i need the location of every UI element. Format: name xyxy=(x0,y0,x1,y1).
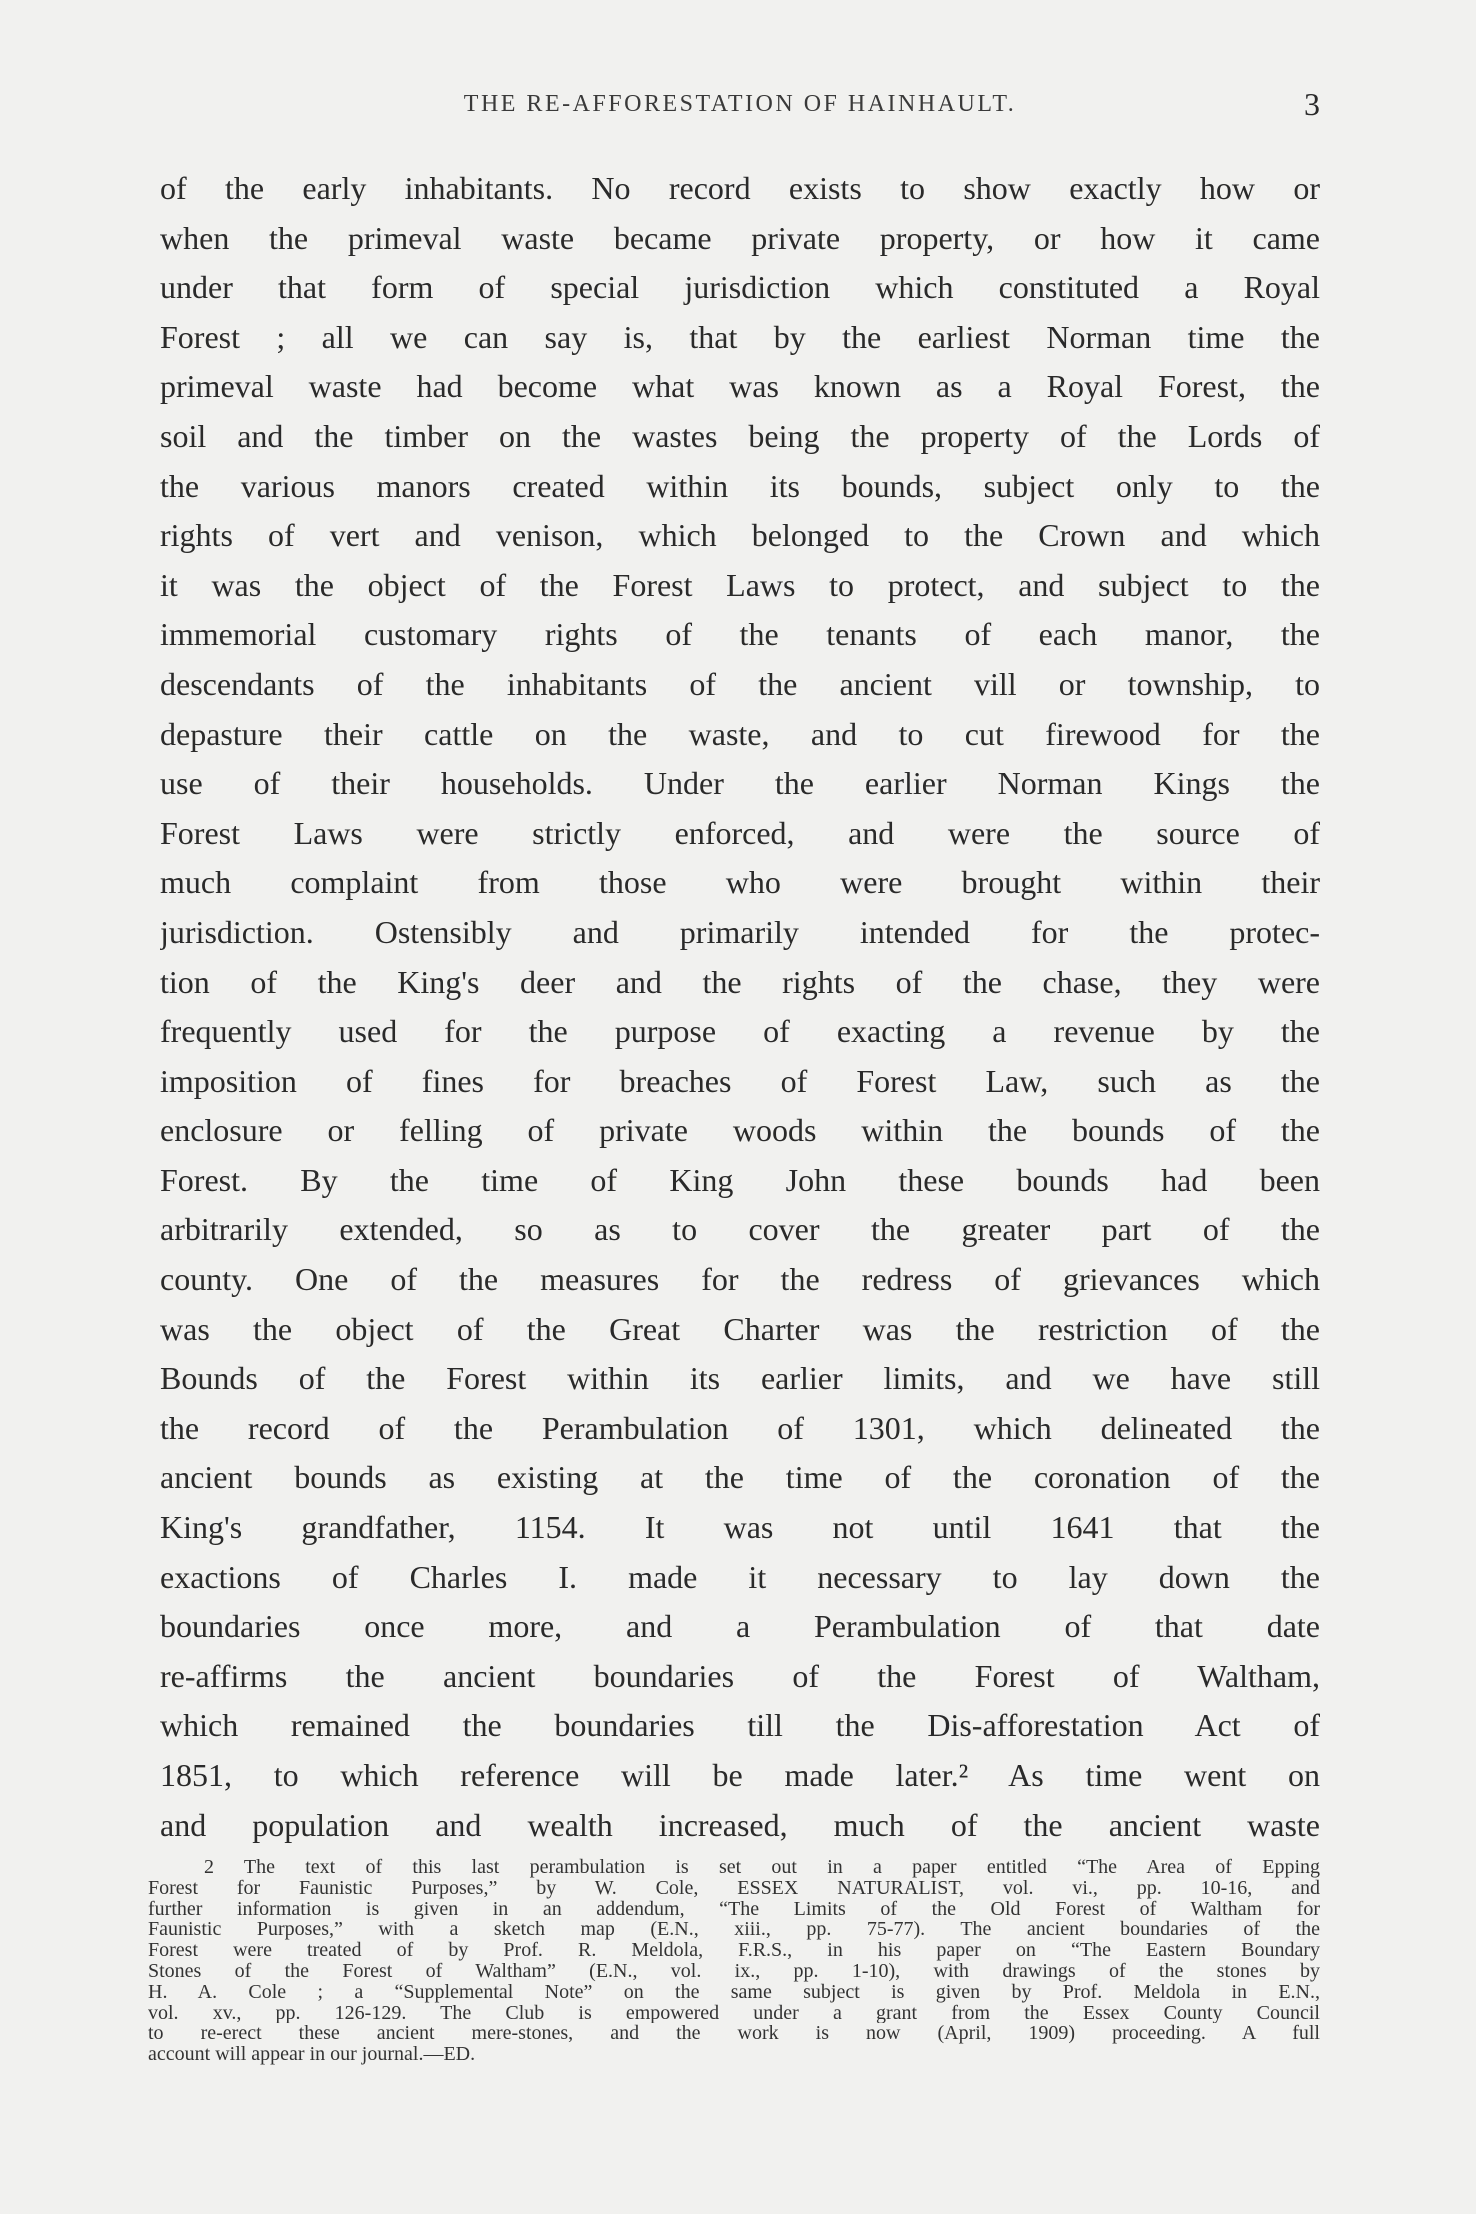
footnote-line: vol. xv., pp. 126-129. The Club is empowered under a grant from the Essex County Council xyxy=(148,2002,1320,2024)
running-title: THE RE-AFFORESTATION OF HAINHAULT. xyxy=(463,91,1017,117)
body-line: ancient bounds as existing at the time of the coronation of the xyxy=(160,1459,1320,1496)
body-line: under that form of special jurisdiction which constituted a Royal xyxy=(160,269,1320,306)
body-line: Forest. By the time of King John these bounds had been xyxy=(160,1161,1320,1198)
body-line: which remained the boundaries till the Dis-afforestation Act of xyxy=(160,1707,1320,1744)
footnote-line: Forest for Faunistic Purposes,” by W. Cole, ESSEX NATURALIST, vol. vi., pp. 10-16, and xyxy=(148,1877,1320,1899)
body-line: depasture their cattle on the waste, and to cut firewood for the xyxy=(160,715,1320,752)
footnote xyxy=(148,1857,1320,2065)
body-line: tion of the King's deer and the rights of the chase, they were xyxy=(160,963,1320,1000)
body-line: arbitrarily extended, so as to cover the greater part of the xyxy=(160,1211,1320,1248)
body-line: primeval waste had become what was known as a Royal Forest, the xyxy=(160,368,1320,405)
body-line: exactions of Charles I. made it necessary to lay down the xyxy=(160,1558,1320,1595)
body-line: 1851, to which reference will be made later.² As time went on xyxy=(160,1757,1320,1793)
body-line: King's grandfather, 1154. It was not until 1641 that the xyxy=(160,1509,1320,1546)
body-line: the record of the Perambulation of 1301, which delineated the xyxy=(160,1409,1320,1446)
body-line: enclosure or felling of private woods within the bounds of the xyxy=(160,1112,1320,1149)
footnote-line: Forest were treated of by Prof. R. Meldola, F.R.S., in his paper on “The Eastern Boundary xyxy=(148,1940,1320,1961)
body-line: much complaint from those who were brought within their xyxy=(160,864,1320,901)
body-line: the various manors created within its bounds, subject only to the xyxy=(160,467,1320,504)
body-line: descendants of the inhabitants of the ancient vill or township, to xyxy=(160,665,1320,702)
body-line: rights of vert and venison, which belonged to the Crown and which xyxy=(160,517,1320,554)
body-line: jurisdiction. Ostensibly and primarily intended for the protec- xyxy=(160,913,1320,950)
body-line: soil and the timber on the wastes being the property of the Lords of xyxy=(160,417,1320,454)
body-line: immemorial customary rights of the tenants of each manor, the xyxy=(160,616,1320,653)
body-line: it was the object of the Forest Laws to protect, and subject to the xyxy=(160,566,1320,603)
footnote-line: to re-erect these ancient mere-stones, and the work is now (April, 1909) proceeding. A full xyxy=(148,2023,1320,2045)
footnote-line: Faunistic Purposes,” with a sketch map (E.N., xiii., pp. 75-77). The ancient boundaries of the xyxy=(148,1919,1320,1941)
body-paragraph xyxy=(160,164,1320,1850)
body-line: Forest Laws were strictly enforced, and were the source of xyxy=(160,814,1320,851)
body-line: when the primeval waste became private property, or how it came xyxy=(160,219,1320,256)
body-line: use of their households. Under the earlier Norman Kings the xyxy=(160,765,1320,802)
running-head xyxy=(160,84,1320,124)
body-line: of the early inhabitants. No record exists to show exactly how or xyxy=(160,170,1320,206)
footnote-line: Stones of the Forest of Waltham” (E.N., vol. ix., pp. 1-10), with drawings of the stones by xyxy=(148,1960,1320,1982)
body-line: Bounds of the Forest within its earlier limits, and we have still xyxy=(160,1360,1320,1397)
body-line: imposition of fines for breaches of Forest Law, such as the xyxy=(160,1062,1320,1099)
page-number: 3 xyxy=(1304,86,1320,122)
body-line: boundaries once more, and a Perambulation of that date xyxy=(160,1608,1320,1645)
body-line: was the object of the Great Charter was the restriction of the xyxy=(160,1310,1320,1347)
footnote-line: account will appear in our journal.—ED. xyxy=(148,2044,476,2065)
body-line: re-affirms the ancient boundaries of the Forest of Waltham, xyxy=(160,1657,1320,1694)
body-line: county. One of the measures for the redress of grievances which xyxy=(160,1261,1320,1298)
body-line: frequently used for the purpose of exacting a revenue by the xyxy=(160,1013,1320,1050)
body-line: Forest ; all we can say is, that by the earliest Norman time the xyxy=(160,318,1320,355)
footnote-line: further information is given in an addendum, “The Limits of the Old Forest of Waltham for xyxy=(148,1898,1320,1920)
footnote-line: H. A. Cole ; a “Supplemental Note” on the same subject is given by Prof. Meldola in E.N., xyxy=(148,1981,1320,2003)
body-line: and population and wealth increased, much of the ancient waste xyxy=(160,1806,1320,1843)
footnote-line: 2 The text of this last perambulation is set out in a paper entitled “The Area of Epping xyxy=(204,1857,1320,1878)
